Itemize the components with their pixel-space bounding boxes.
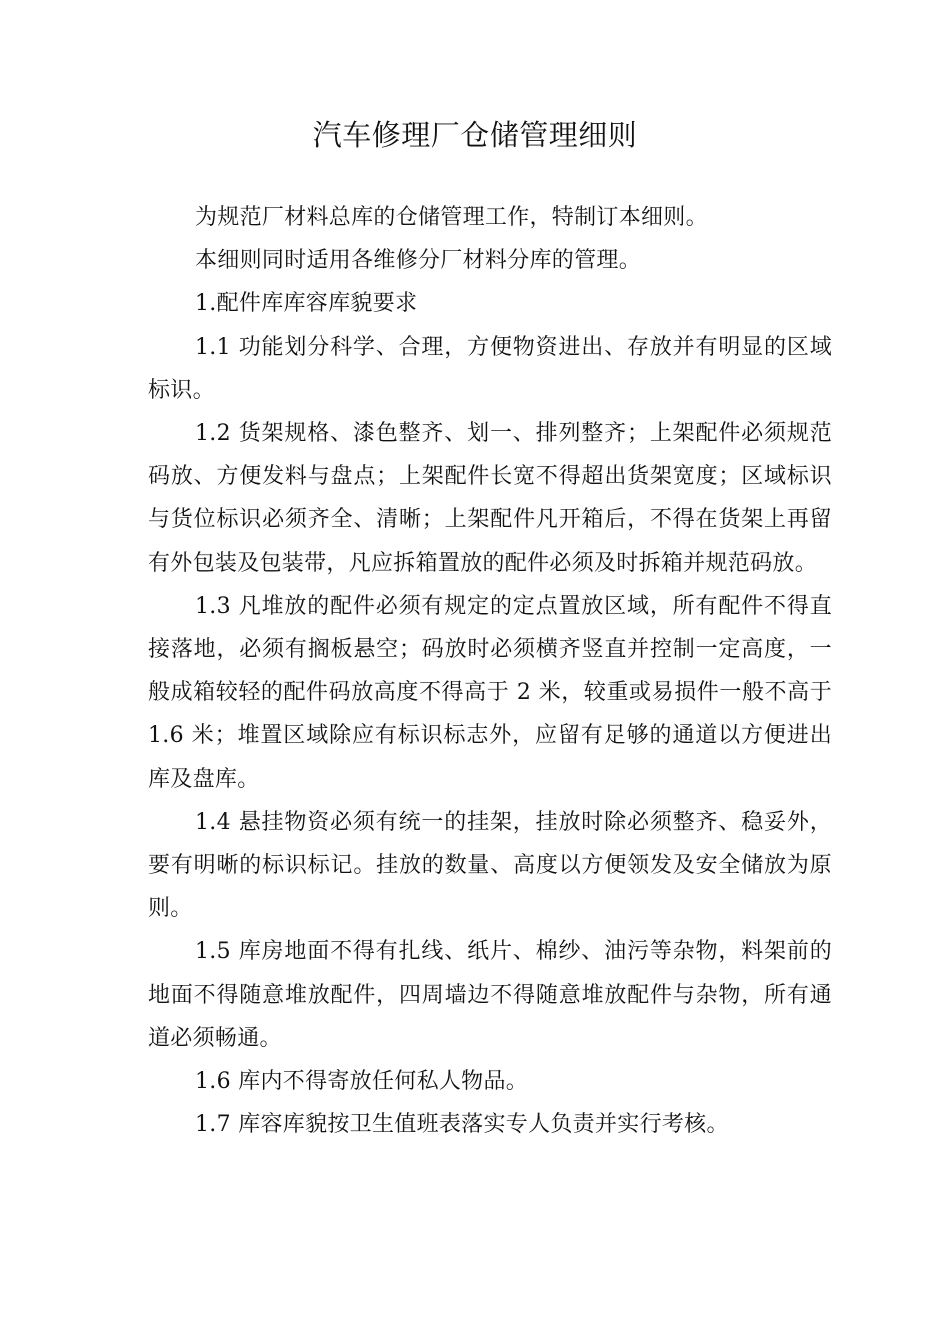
document-title: 汽车修理厂仓储管理细则 (312, 118, 638, 152)
paragraph-1-7: 1.7 库容库貌按卫生值班表落实专人负责并实行考核。 (195, 1112, 729, 1138)
paragraph-1-5: 1.5 库房地面不得有扎线、纸片、棉纱、油污等杂物，料架前的地面不得随意堆放配件，四周墙边不得随意堆放配件与杂物，所有通道必须畅通。 (148, 939, 832, 1051)
section-heading-1: 1.配件库库容库貌要求 (195, 291, 418, 317)
paragraph-1-1: 1.1 功能划分科学、合理，方便物资进出、存放并有明显的区域标识。 (148, 334, 832, 403)
paragraph-1-6: 1.6 库内不得寄放任何私人物品。 (195, 1069, 529, 1095)
paragraph-intro: 为规范厂材料总库的仓储管理工作，特制订本细则。 (195, 205, 708, 230)
document-body (148, 196, 832, 1146)
paragraph-1-4: 1.4 悬挂物资必须有统一的挂架，挂放时除必须整齐、稳妥外，要有明晰的标识标记。挂放的数量、高度以方便领发及安全储放为原则。 (148, 809, 832, 922)
paragraph-scope: 本细则同时适用各维修分厂材料分库的管理。 (195, 248, 642, 274)
paragraph-1-2: 1.2 货架规格、漆色整齐、划一、排列整齐；上架配件必须规范码放、方便发料与盘点；上架配件长宽不得超出货架宽度；区域标识与货位标识必须齐全、清晰；上架配件凡开箱后，不得在货架上再留有外包装及包装带，凡应拆箱置放的配件必须及时拆箱并规范码放。 (148, 421, 832, 576)
paragraph-1-3: 1.3 凡堆放的配件必须有规定的定点置放区域，所有配件不得直接落地，必须有搁板悬空；码放时必须横齐竖直并控制一定高度，一般成箱较轻的配件码放高度不得高于 2 米，较重或易损件一般不高于 1.6 米；堆置区域除应有标识标志外，应留有足够的通道以方便进出库及盘库。 (148, 593, 832, 792)
